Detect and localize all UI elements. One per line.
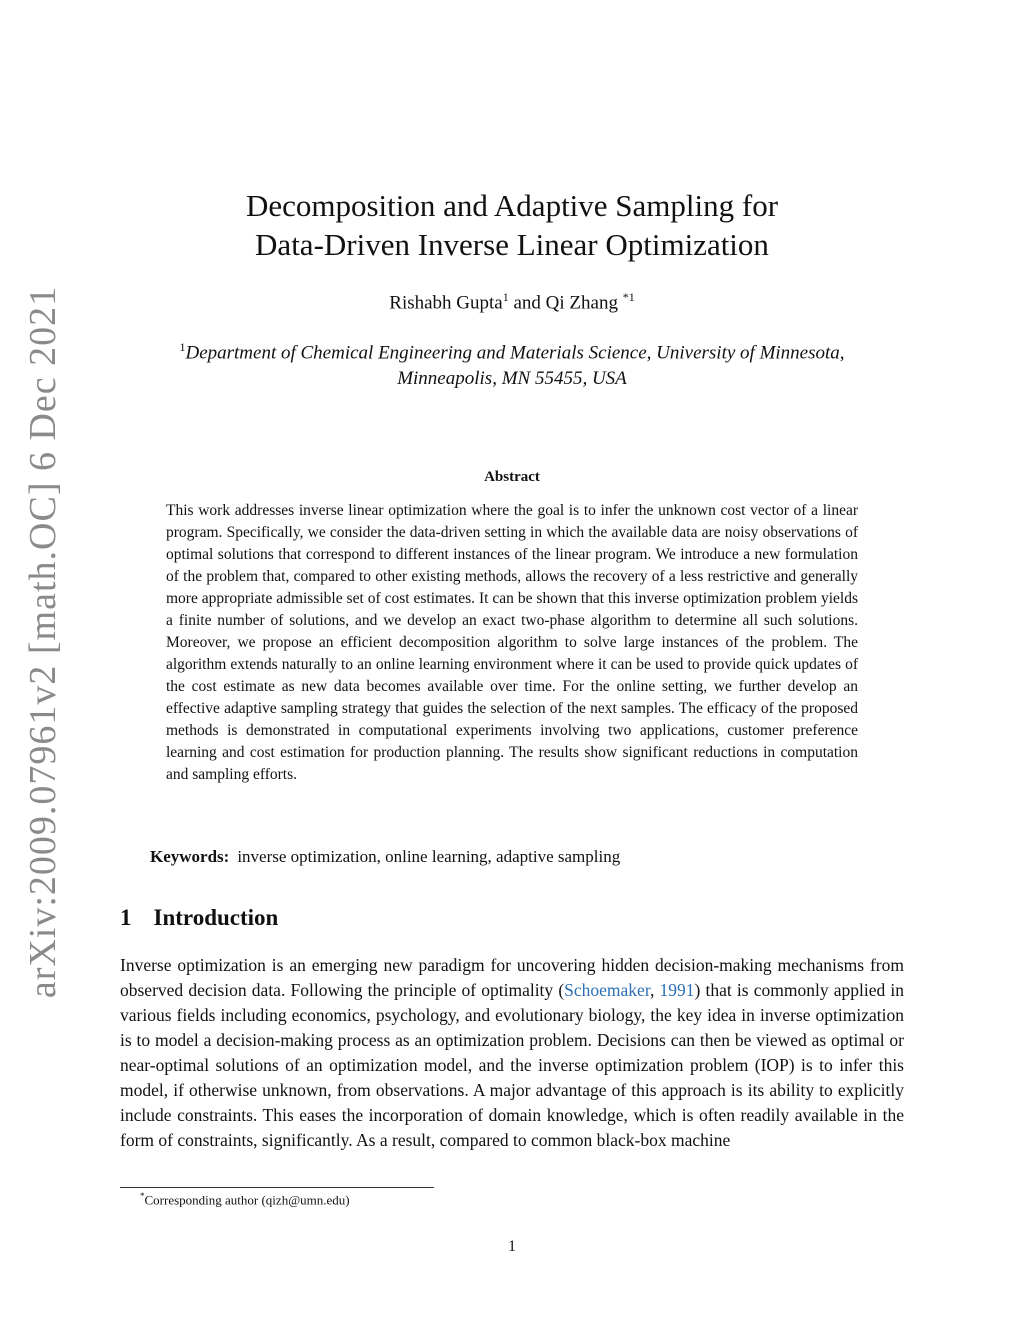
intro-text-part-1: Inverse optimization is an emerging new paradigm for uncovering hidden decision-making mechanisms from observed decision data. Following the principle of optimality (: [120, 955, 904, 1000]
footnote-text: Corresponding author (qizh@umn.edu): [144, 1192, 350, 1208]
author-1-affiliation-mark: 1: [502, 290, 509, 304]
footnote-mark: *: [140, 1191, 145, 1201]
keywords: [150, 847, 620, 867]
citation-author-link[interactable]: Schoemaker: [564, 980, 650, 1000]
author-joiner: and: [508, 292, 546, 314]
author-2-affiliation-mark: *1: [622, 290, 635, 304]
title-line-1: Decomposition and Adaptive Sampling for: [245, 188, 779, 223]
citation-year-link[interactable]: 1991: [659, 980, 695, 1000]
affiliation-line-1-text: Department of Chemical Engineering and Materials Science, University of Minnesota,: [185, 342, 845, 364]
footnote-rule: [120, 1187, 434, 1188]
intro-text-part-2: ) that is commonly applied in various fields including economics, psychology, and evolutionary biology, the key idea in inverse optimization is to model a decision-making process as an optimization problem. Decisions can then be viewed as optimal or near-optimal solutions of an optimization model, and the inverse optimization problem (IOP) is to infer this model, if otherwise unknown, from observations. A major advantage of this approach is its ability to explicitly include constraints. This eases the incorporation of domain knowledge, which is often readily available in the form of constraints, significantly. As a result, compared to common black-box machine: [120, 980, 905, 1150]
keywords-label: Keywords:: [150, 847, 230, 866]
section-number: 1: [120, 905, 132, 930]
affiliation: [0, 334, 1024, 392]
author-1: Rishabh Gupta: [389, 292, 503, 314]
page-number: 1: [508, 1238, 516, 1255]
author-list: [0, 290, 1024, 314]
section-heading: [120, 905, 278, 931]
affiliation-line-1: [0, 334, 1024, 366]
keywords-text: inverse optimization, online learning, adaptive sampling: [237, 847, 621, 866]
author-2: Qi Zhang: [545, 292, 618, 314]
paper-title: [0, 186, 1024, 264]
affiliation-line-2: Minneapolis, MN 55455, USA: [397, 368, 627, 390]
footnote: [140, 1191, 350, 1208]
intro-paragraph: [120, 953, 904, 1153]
title-line-2: Data-Driven Inverse Linear Optimization: [255, 227, 769, 262]
citation-separator: ,: [649, 980, 660, 1000]
affiliation-mark: 1: [179, 340, 186, 354]
abstract-text: This work addresses inverse linear optimization where the goal is to infer the unknown cost vector of a linear program. Specifically, we consider the data-driven setting in which the available data are noisy observations of optimal solutions that correspond to different instances of the linear program. We introduce a new formulation of the problem that, compared to other existing methods, allows the recovery of a less restrictive and generally more appropriate admissible set of cost estimates. It can be shown that this inverse optimization problem yields a finite number of solutions, and we develop an exact two-phase algorithm to determine all such solutions. Moreover, we propose an efficient decomposition algorithm to solve large instances of the problem. The algorithm extends naturally to an online learning environment where it can be used to provide quick updates of the cost estimate as new data becomes available over time. For the online setting, we further develop an effective adaptive sampling strategy that guides the selection of the next samples. The efficacy of the proposed methods is demonstrated in computational experiments involving two applications, customer preference learning and cost estimation for production planning. The results show significant reductions in computation and sampling efforts.: [166, 502, 858, 783]
section-title: Introduction: [153, 905, 279, 930]
abstract-heading: Abstract: [484, 469, 540, 485]
arxiv-identifier: arXiv:2009.07961v2 [math.OC] 6 Dec 2021: [22, 285, 64, 999]
